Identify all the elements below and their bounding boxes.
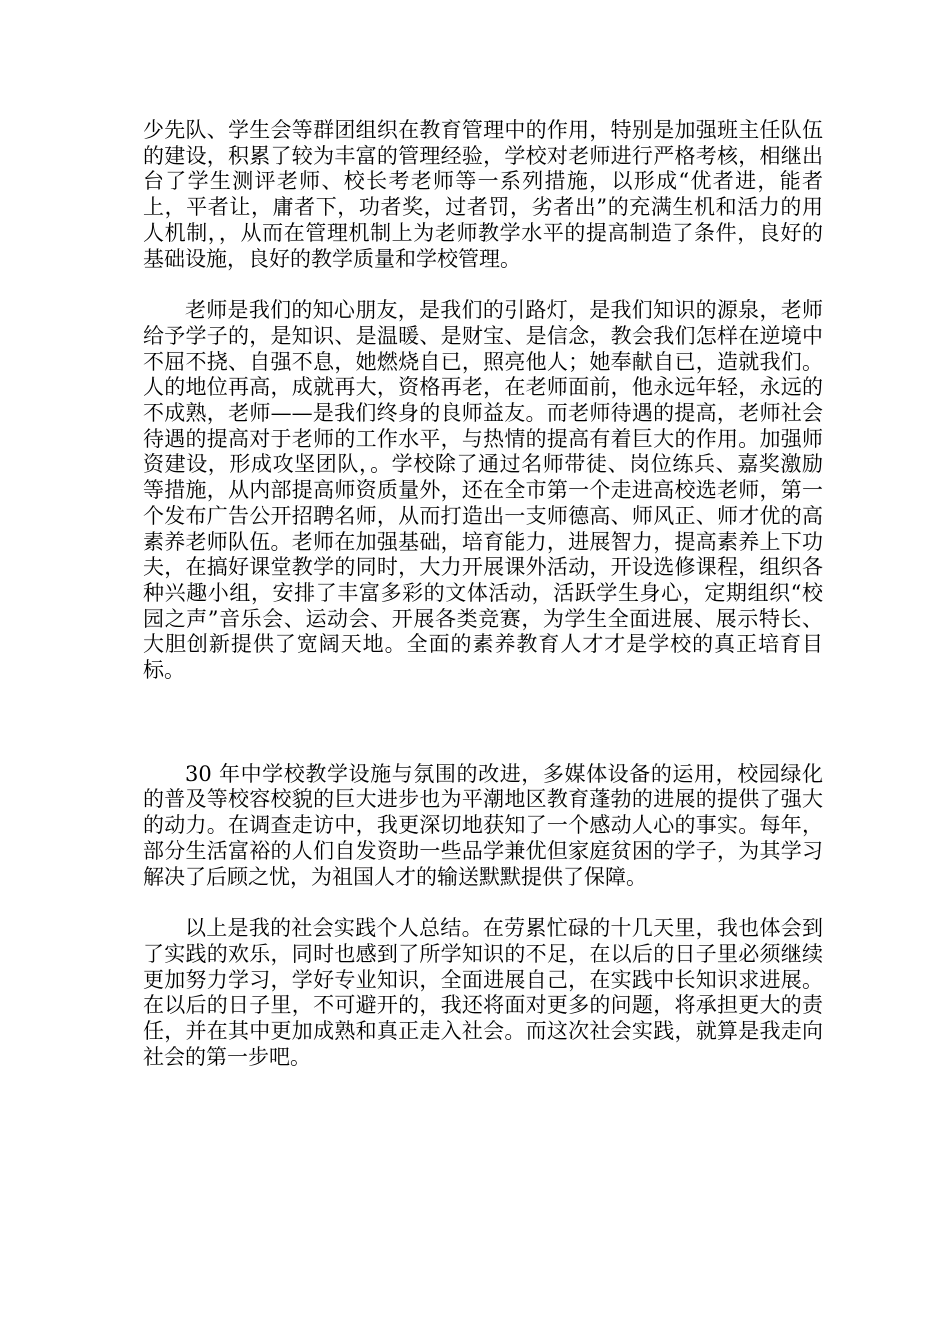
paragraph-4: 以上是我的社会实践个人总结。在劳累忙碌的十几天里，我也体会到了实践的欢乐，同时也感到了所学知识的不足，在以后的日子里必须继续更加努力学习，学好专业知识，全面进展自己，在实践中长知识求进展。在以后的日子里，不可避开的，我还将面对更多的问题，将承担更大的责任，并在其中更加成熟和真正走入社会。而这次社会实践，就算是我走向社会的第一步吧。 — [143, 916, 823, 1069]
document-body — [143, 118, 823, 1071]
paragraph-3: 30 年中学校教学设施与氛围的改进，多媒体设备的运用，校园绿化的普及等校容校貌的巨大进步也为平潮地区教育蓬勃的进展的提供了强大的动力。在调查走访中，我更深切地获知了一个感动人心的事实。每年，部分生活富裕的人们自发资助一些品学兼优但家庭贫困的学子，为其学习解决了后顾之忧，为祖国人才的输送默默提供了保障。 — [143, 761, 823, 889]
paragraph-2: 老师是我们的知心朋友，是我们的引路灯，是我们知识的源泉，老师给予学子的，是知识、是温暖、是财宝、是信念，教会我们怎样在逆境中不屈不挠、自强不息，她燃烧自已，照亮他人；她奉献自已，造就我们。人的地位再高，成就再大，资格再老，在老师面前，他永远年轻，永远的不成熟，老师——是我们终身的良师益友。而老师待遇的提高，老师社会待遇的提高对于老师的工作水平，与热情的提高有着巨大的作用。加强师资建设，形成攻坚团队，。学校除了通过名师带徒、岗位练兵、嘉奖激励等措施，从内部提高师资质量外，还在全市第一个走进高校选老师，第一个发布广告公开招聘名师，从而打造出一支师德高、师风正、师才优的高素养老师队伍。老师在加强基础，培育能力，进展智力，提高素养上下功夫，在搞好课堂教学的同时，大力开展课外活动，开设选修课程，组织各种兴趣小组，安排了丰富多彩的文体活动，活跃学生身心，定期组织“校园之声”音乐会、运动会、开展各类竞赛，为学生全面进展、展示特长、大胆创新提供了宽阔天地。全面的素养教育人才才是学校的真正培育目标。 — [143, 298, 823, 683]
paragraph-1: 少先队、学生会等群团组织在教育管理中的作用，特别是加强班主任队伍的建设，积累了较为丰富的管理经验，学校对老师进行严格考核，相继出台了学生测评老师、校长考老师等一系列措施，以形成“优者进，能者上，平者让，庸者下，功者奖，过者罚，劣者出”的充满生机和活力的用人机制，，从而在管理机制上为老师教学水平的提高制造了条件，良好的基础设施，良好的教学质量和学校管理。 — [143, 118, 823, 271]
